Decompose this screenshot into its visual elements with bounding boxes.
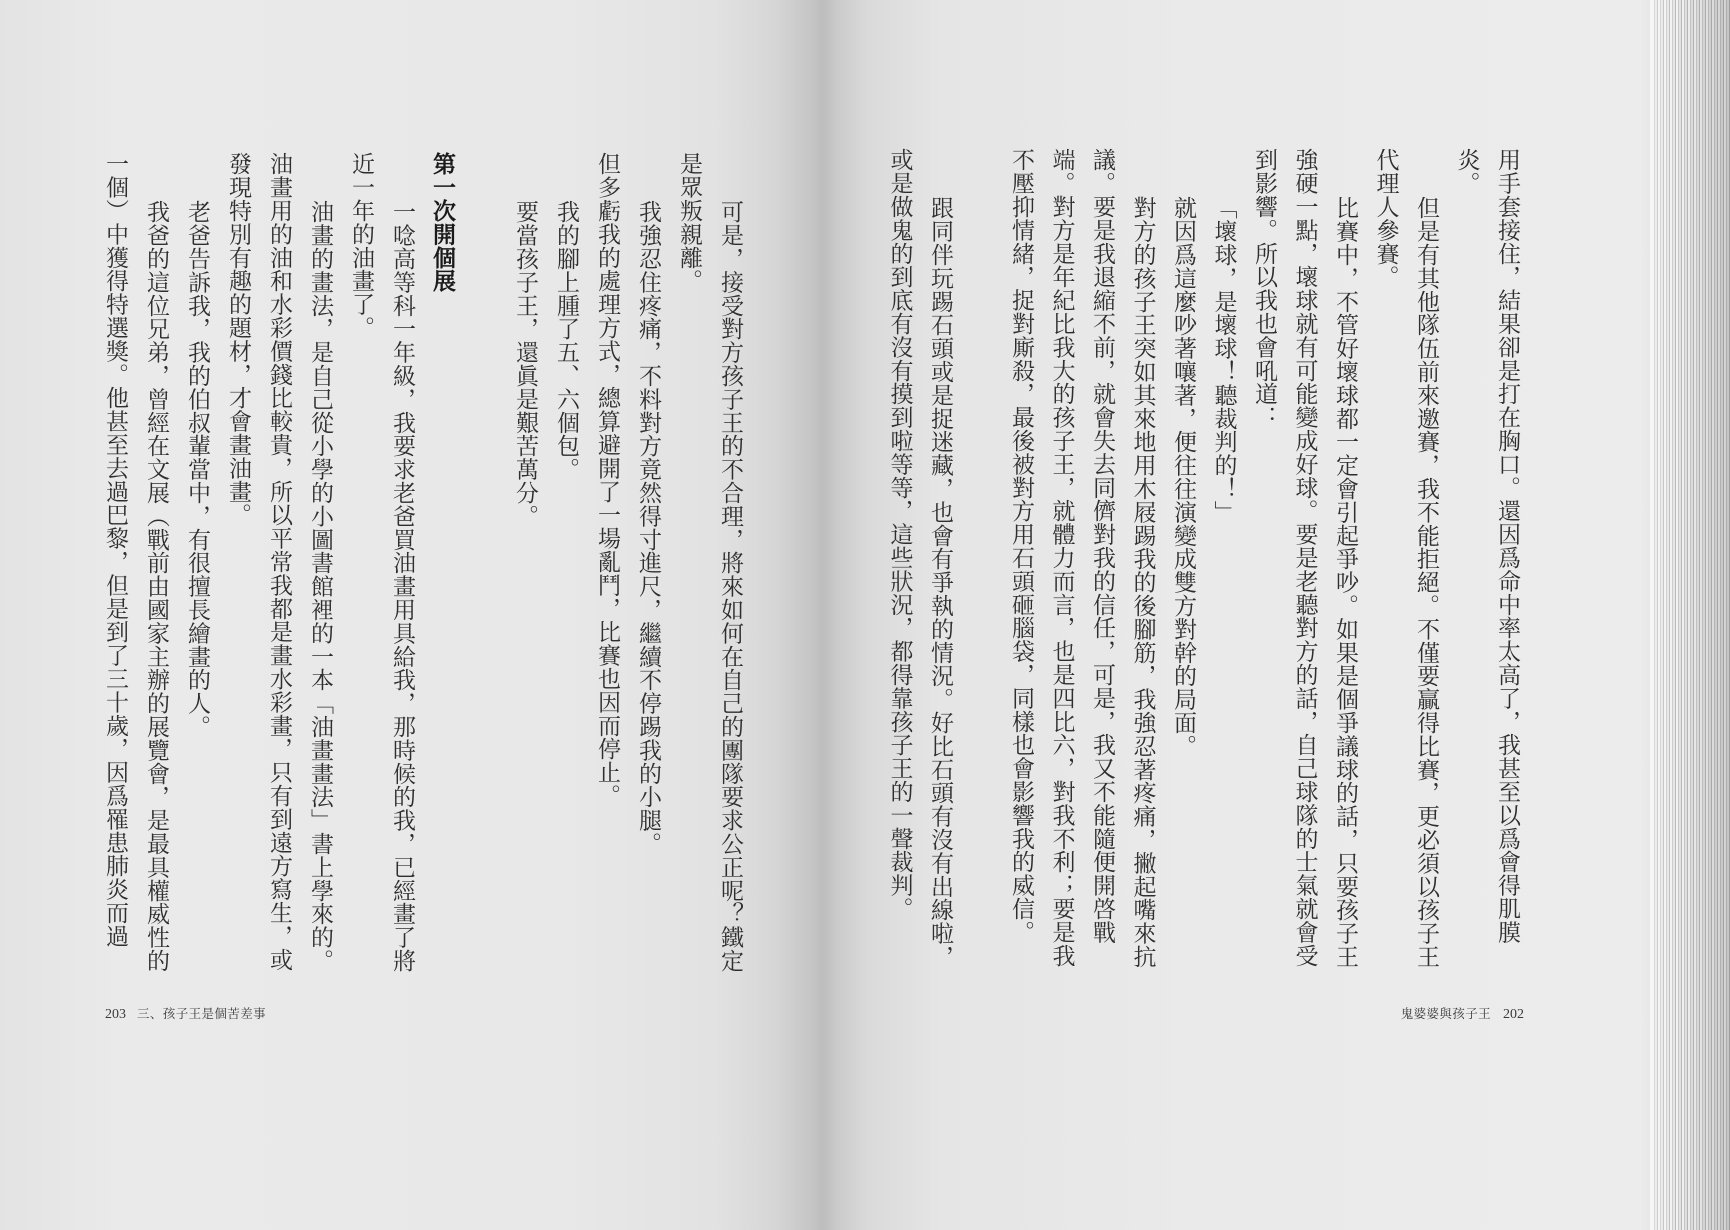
text-line: 我強忍住疼痛，不料對方竟然得寸進尺，繼續不停踢我的小腿。	[635, 200, 661, 856]
text-line: 就因爲這麼吵著嚷著，便往往演變成雙方對幹的局面。	[1170, 196, 1196, 758]
text-line: 油畫的畫法，是自己從小學的小圖書館裡的一本「油畫畫法」書上學來的。	[307, 200, 333, 973]
running-title: 鬼婆婆與孩子王	[1400, 1006, 1491, 1021]
text-line: 比賽中，不管好壞球都一定會引起爭吵。如果是個爭議球的話，只要孩子王	[1332, 196, 1358, 969]
left-page-text	[94, 152, 750, 1032]
page-stack-edges	[1652, 0, 1730, 1230]
text-line: 但是有其他隊伍前來邀賽，我不能拒絕。不僅要贏得比賽，更必須以孩子王	[1413, 196, 1439, 969]
text-line: 要當孩子王，還眞是艱苦萬分。	[512, 200, 538, 528]
text-line: 代理人參賽。	[1372, 148, 1399, 289]
page-number: 203	[105, 1007, 126, 1022]
text-line: 我爸的這位兄弟，曾經在文展（戰前由國家主辦的展覽會，是最具權威性的	[143, 200, 169, 973]
text-line: 可是，接受對方孩子王的不合理，將來如何在自己的團隊要求公正呢？鐵定	[717, 200, 743, 973]
text-line: 或是做鬼的到底有沒有摸到啦等等，這些狀況，都得靠孩子王的一聲裁判。	[886, 148, 913, 921]
section-break	[463, 152, 504, 1032]
text-line: 強硬一點，壞球就有可能變成好球。要是老聽對方的話，自己球隊的士氣就會受	[1291, 148, 1318, 967]
section-break	[960, 148, 1001, 1028]
page-number: 202	[1503, 1007, 1524, 1022]
text-line: 用手套接住，結果卻是打在胸口。還因爲命中率太高了，我甚至以爲會得肌膜	[1494, 148, 1520, 944]
text-line: 端。對方是年紀比我大的孩子王，就體力而言，也是四比六，對我不利；要是我	[1048, 148, 1075, 967]
text-line: 一個）中獲得特選獎。他甚至去過巴黎，但是到了三十歲，因爲罹患肺炎而過	[102, 152, 128, 948]
page-footer-left	[105, 1003, 266, 1023]
page-footer-right	[1401, 1003, 1524, 1023]
text-line: 是眾叛親離。	[676, 152, 702, 293]
text-line: 到影響。所以我也會吼道：	[1251, 148, 1277, 429]
text-line: 議。要是我退縮不前，就會失去同儕對我的信任，可是，我又不能隨便開啓戰	[1089, 148, 1115, 944]
text-line: 對方的孩子王突如其來地用木屐踢我的後腳筋，我強忍著疼痛，撇起嘴來抗	[1129, 196, 1156, 969]
text-line: 一唸高等科一年級，我要求老爸買油畫用具給我，那時候的我，已經畫了將	[389, 200, 415, 973]
text-line: 我的腳上腫了五、六個包。	[553, 200, 579, 482]
text-line: 「壞球，是壞球！聽裁判的！」	[1210, 196, 1237, 524]
section-heading: 第一次開個展	[429, 152, 456, 293]
text-line: 油畫用的油和水彩價錢比較貴，所以平常我都是畫水彩畫，只有到遠方寫生，或	[266, 152, 292, 971]
text-line: 但多虧我的處理方式，總算避開了一場亂鬥，比賽也因而停止。	[594, 152, 620, 808]
running-title: 三、孩子王是個苦差事	[137, 1006, 267, 1021]
text-line: 老爸告訴我，我的伯叔輩當中，有很擅長繪畫的人。	[184, 200, 210, 739]
right-page-text	[879, 148, 1527, 1028]
text-line: 炎。	[1453, 148, 1480, 195]
text-line: 發現特別有趣的題材，才會畫油畫。	[225, 152, 251, 527]
page-stack-shade	[1652, 0, 1730, 1230]
text-line: 近一年的油畫了。	[348, 152, 374, 340]
text-line: 不壓抑情緒，捉對廝殺，最後被對方用石頭砸腦袋，同樣也會影響我的威信。	[1008, 148, 1034, 944]
text-line: 跟同伴玩踢石頭或是捉迷藏，也會有爭執的情況。好比石頭有沒有出線啦，	[927, 196, 953, 969]
